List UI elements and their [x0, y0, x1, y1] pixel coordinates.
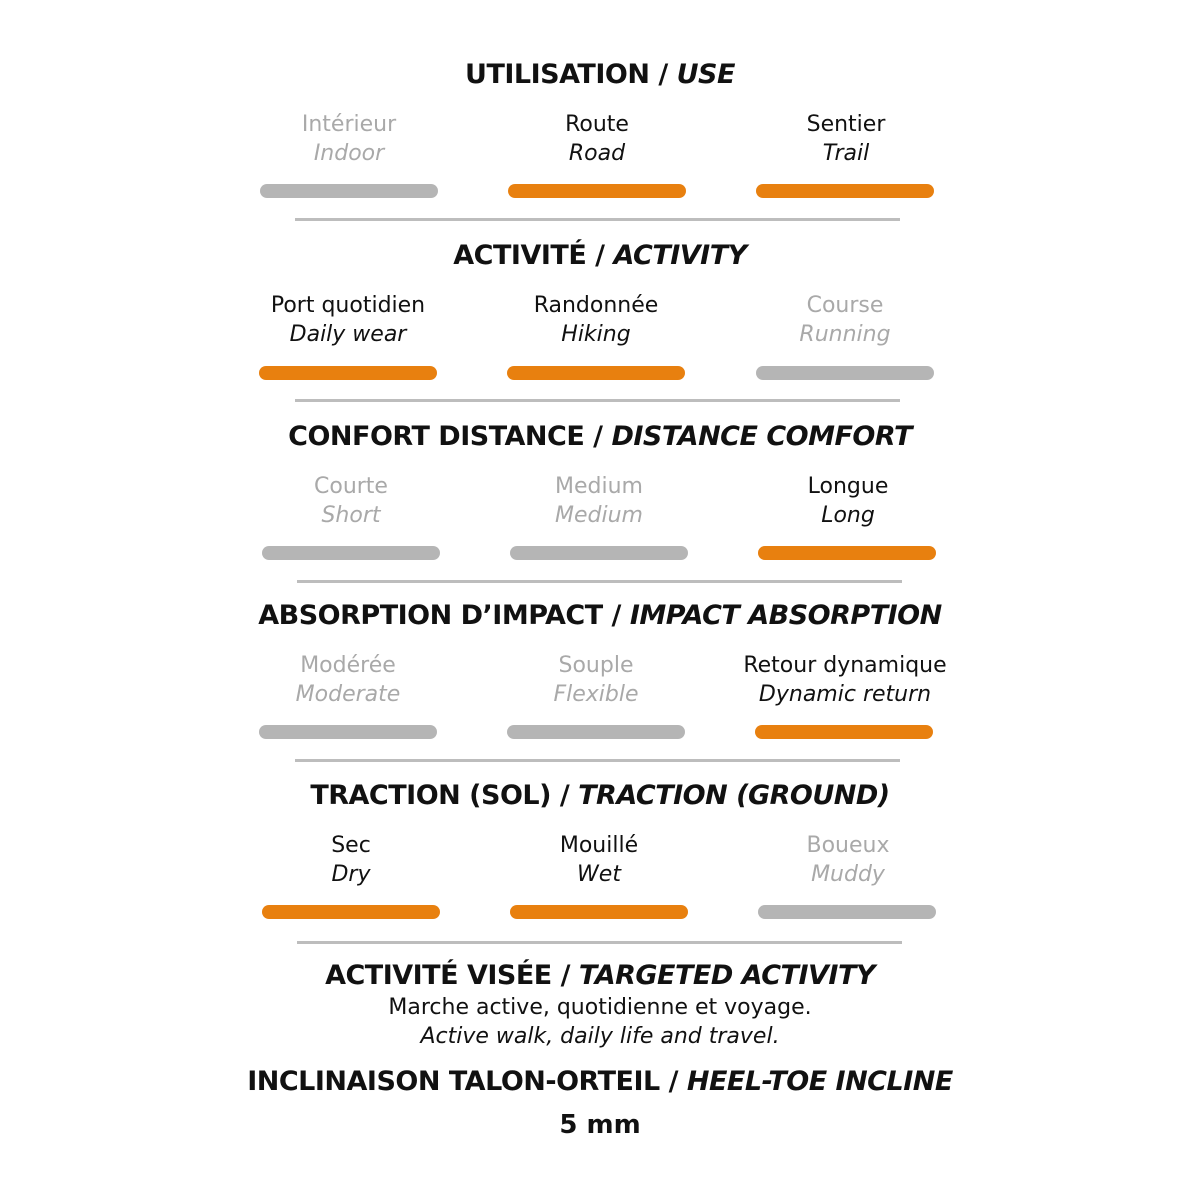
section-title-fr: TRACTION (SOL) [310, 780, 551, 811]
rating-bar-long [758, 546, 936, 560]
option-label-fr: Medium [555, 474, 643, 499]
option-trail [716, 110, 976, 168]
option-long [718, 472, 978, 530]
option-label-en: Moderate [295, 682, 401, 707]
option-label-en: Flexible [553, 682, 639, 707]
section-title-heel-toe-incline [0, 1065, 1200, 1099]
rating-bar-running [756, 366, 934, 380]
option-label-en: Dynamic return [758, 682, 932, 707]
section-title-en: TRACTION (GROUND) [578, 780, 890, 811]
section-title-en: ACTIVITY [613, 240, 747, 271]
rating-bar-medium [510, 546, 688, 560]
rating-bar-road [508, 184, 686, 198]
section-title-fr: CONFORT DISTANCE [288, 421, 585, 452]
option-label-en: Indoor [313, 141, 385, 166]
option-label-fr: Port quotidien [270, 293, 426, 318]
option-label-fr: Retour dynamique [743, 653, 947, 678]
option-label-fr: Sec [331, 833, 371, 858]
option-label-fr: Sentier [806, 112, 886, 137]
section-title-en: IMPACT ABSORPTION [629, 600, 942, 631]
option-label-fr: Courte [314, 474, 388, 499]
option-label-en: Wet [577, 862, 621, 887]
title-separator: / [550, 780, 579, 811]
option-label-en: Medium [555, 503, 643, 528]
targeted-activity-text-fr: Marche active, quotidienne et voyage. [388, 995, 812, 1020]
title-separator: / [586, 240, 614, 271]
section-title-fr: INCLINAISON TALON-ORTEIL [247, 1066, 660, 1097]
title-separator: / [584, 421, 612, 452]
option-label-fr: Route [565, 112, 629, 137]
option-indoor [219, 110, 479, 168]
option-label-fr: Randonnée [533, 293, 659, 318]
option-daily-wear [218, 291, 478, 349]
option-label-fr: Souple [558, 653, 634, 678]
option-short [221, 472, 481, 530]
section-title-en: USE [676, 59, 735, 90]
option-road [467, 110, 727, 168]
section-divider [295, 218, 900, 221]
rating-bar-dry [262, 905, 440, 919]
option-label-fr: Mouillé [559, 833, 639, 858]
option-dry [221, 831, 481, 889]
section-title-en: HEEL-TOE INCLINE [686, 1066, 953, 1097]
section-title-fr: ACTIVITÉ [453, 240, 587, 271]
section-divider [295, 399, 900, 402]
title-separator: / [659, 1066, 687, 1097]
section-title-traction [0, 779, 1200, 813]
option-dynamic-return [715, 651, 975, 709]
section-title-distance-comfort [0, 420, 1200, 454]
targeted-activity-text-en: Active walk, daily life and travel. [420, 1024, 780, 1049]
option-label-fr: Boueux [806, 833, 890, 858]
option-label-en: Hiking [561, 322, 631, 347]
section-title-use [0, 58, 1200, 92]
section-divider [295, 759, 900, 762]
section-title-fr: ABSORPTION D’IMPACT [258, 600, 603, 631]
heel-toe-incline-value: 5 mm [559, 1110, 641, 1140]
section-title-en: DISTANCE COMFORT [611, 421, 912, 452]
section-title-fr: UTILISATION [465, 59, 650, 90]
section-title-fr: ACTIVITÉ VISÉE [325, 960, 552, 991]
option-label-en: Long [821, 503, 875, 528]
option-label-fr: Longue [807, 474, 889, 499]
section-title-impact-absorption [0, 599, 1200, 633]
rating-bar-wet [510, 905, 688, 919]
option-hiking [466, 291, 726, 349]
option-label-en: Muddy [811, 862, 885, 887]
option-flexible [466, 651, 726, 709]
rating-bar-short [262, 546, 440, 560]
option-label-en: Running [799, 322, 891, 347]
rating-bar-flexible [507, 725, 685, 739]
section-title-en: TARGETED ACTIVITY [578, 960, 875, 991]
option-label-en: Trail [822, 141, 870, 166]
section-divider [297, 580, 902, 583]
title-separator: / [649, 59, 677, 90]
option-label-fr: Modérée [300, 653, 396, 678]
option-moderate [218, 651, 478, 709]
rating-bar-muddy [758, 905, 936, 919]
rating-bar-daily-wear [259, 366, 437, 380]
option-label-fr: Intérieur [301, 112, 397, 137]
title-separator: / [602, 600, 630, 631]
rating-bar-moderate [259, 725, 437, 739]
rating-bar-indoor [260, 184, 438, 198]
option-label-fr: Course [806, 293, 884, 318]
option-label-en: Dry [331, 862, 371, 887]
option-label-en: Short [321, 503, 381, 528]
option-running [715, 291, 975, 349]
option-muddy [718, 831, 978, 889]
option-label-en: Road [568, 141, 626, 166]
rating-bar-trail [756, 184, 934, 198]
rating-bar-hiking [507, 366, 685, 380]
section-title-targeted-activity [0, 959, 1200, 993]
option-label-en: Daily wear [289, 322, 407, 347]
title-separator: / [551, 960, 579, 991]
rating-bar-dynamic-return [755, 725, 933, 739]
section-title-activity [0, 239, 1200, 273]
option-wet [469, 831, 729, 889]
option-medium [469, 472, 729, 530]
section-divider [297, 941, 902, 944]
